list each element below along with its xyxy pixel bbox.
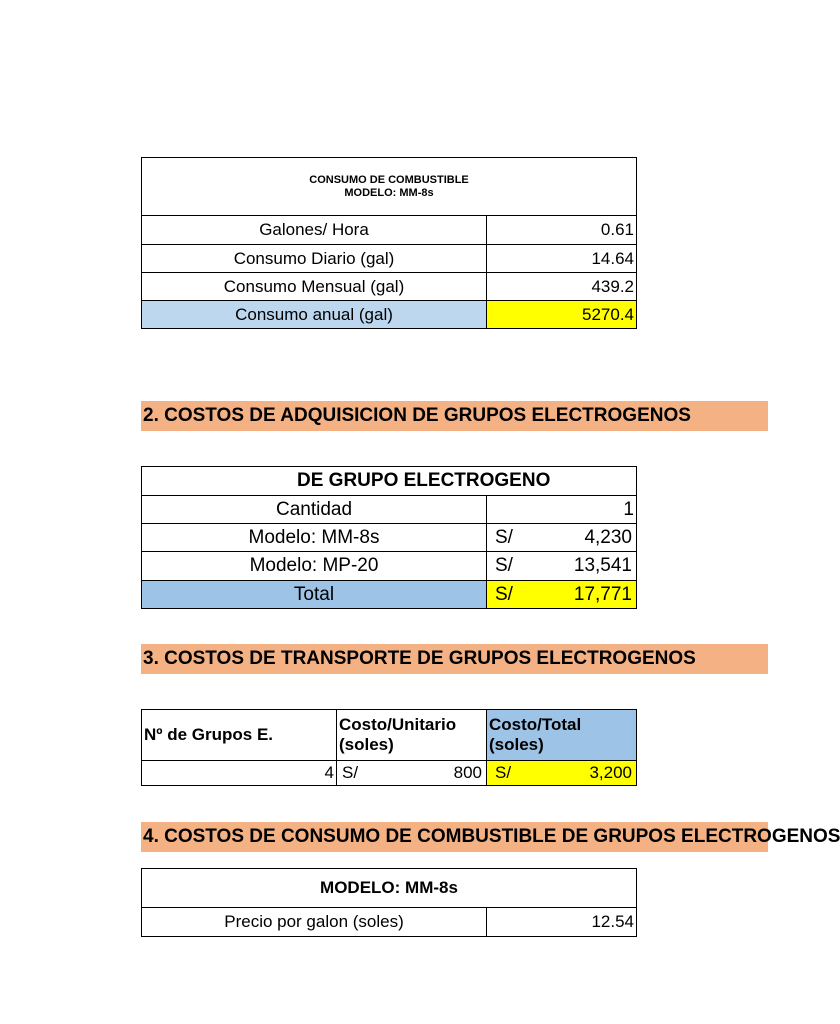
total-cost-header-line1: Costo/Total — [489, 715, 582, 734]
table1-title — [141, 157, 637, 216]
unit-cost-header — [336, 709, 487, 761]
currency-label: S/ — [495, 763, 512, 782]
currency-label: S/ — [495, 526, 513, 548]
price-value: 12.54 — [486, 907, 637, 937]
model-row-amount-cell — [486, 523, 637, 552]
section4-heading: 4. COSTOS DE CONSUMO DE COMBUSTIBLE DE GRUPOS ELECTROGENOS — [141, 822, 768, 852]
amount-value: 13,541 — [573, 555, 632, 576]
unit-cost-header-line2: (soles) — [339, 735, 394, 754]
table1-row-value: 0.61 — [486, 215, 637, 245]
currency-label: S/ — [495, 555, 513, 576]
table1-row-label: Consumo Mensual (gal) — [141, 272, 487, 301]
table1-row-value: 439.2 — [486, 272, 637, 301]
price-label: Precio por galon (soles) — [141, 907, 487, 937]
total-cost-header — [486, 709, 637, 761]
section4-table-title: MODELO: MM-8s — [141, 868, 637, 908]
amount-value: 17,771 — [573, 583, 632, 605]
currency-label: S/ — [342, 763, 359, 782]
model-row-amount-cell — [486, 551, 637, 581]
total-row-label: Total — [141, 580, 487, 609]
total-cost-header-line2: (soles) — [489, 735, 544, 754]
total-cost-cell — [486, 760, 637, 786]
total-cost-value: 3,200 — [589, 763, 632, 782]
cantidad-label: Cantidad — [141, 495, 487, 524]
table1-row-value: 14.64 — [486, 244, 637, 273]
section3-heading: 3. COSTOS DE TRANSPORTE DE GRUPOS ELECTROGENOS — [141, 644, 768, 674]
table1-row-label: Consumo Diario (gal) — [141, 244, 487, 273]
table1-title-line1: CONSUMO DE COMBUSTIBLE — [309, 173, 469, 186]
total-row-amount-cell — [486, 580, 637, 609]
table1-total-label: Consumo anual (gal) — [141, 300, 487, 329]
groups-value: 4 — [141, 760, 337, 786]
model-row-label: Modelo: MP-20 — [141, 551, 487, 581]
currency-label: S/ — [495, 583, 513, 605]
section2-table-title: DE GRUPO ELECTROGENO — [141, 466, 637, 496]
unit-cost-value: 800 — [453, 763, 482, 782]
section2-heading: 2. COSTOS DE ADQUISICION DE GRUPOS ELECTROGENOS — [141, 401, 768, 431]
unit-cost-cell — [336, 760, 487, 786]
amount-value: 4,230 — [584, 526, 632, 548]
unit-cost-header-line1: Costo/Unitario — [339, 715, 457, 734]
cantidad-value: 1 — [486, 495, 637, 524]
model-row-label: Modelo: MM-8s — [141, 523, 487, 552]
groups-header: Nº de Grupos E. — [141, 709, 337, 761]
table1-title-line2: MODELO: MM-8s — [344, 186, 434, 199]
table1-total-value: 5270.4 — [486, 300, 637, 329]
table1-row-label: Galones/ Hora — [141, 215, 487, 245]
